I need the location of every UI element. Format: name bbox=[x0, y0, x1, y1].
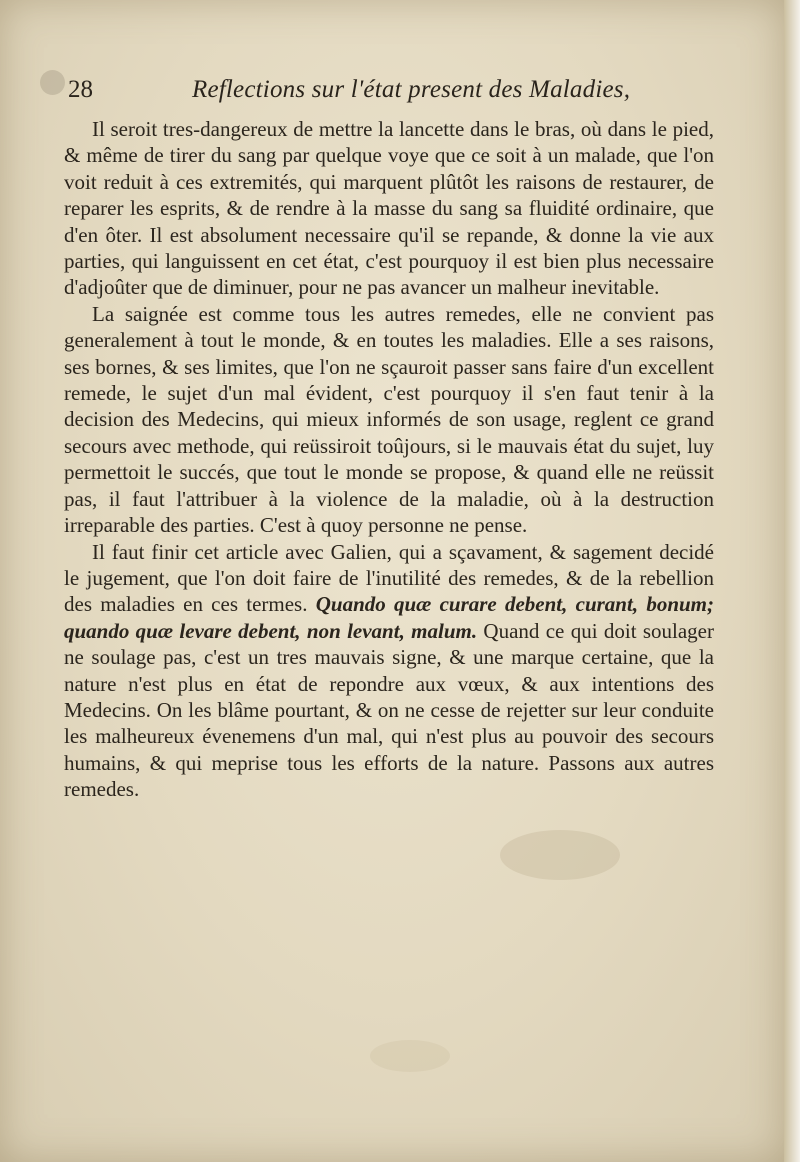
paragraph-bloodletting-danger: Il seroit tres-dangereux de mettre la lancette dans le bras, où dans le pied, & même de tirer du sang par quelque voye que ce soit à un malade, que l'on voit reduit à ces extremités, qui marquent plûtôt les raisons de restaurer, de reparer les esprits, & de rendre à la masse du sang sa fluidité ordinaire, que d'en ôter. Il est absolument necessaire qu'il se repande, & donne la vie aux parties, qui languissent en cet état, c'est pourquoy il est bien plus necessaire d'adjoûter que de diminuer, pour ne pas avancer un malheur inevitable. bbox=[64, 117, 714, 300]
running-title: Reflections sur l'état present des Maladies, bbox=[192, 76, 631, 103]
ink-spot bbox=[40, 70, 65, 95]
paragraph-saignee: La saignée est comme tous les autres remedes, elle ne convient pas generalement à tout le monde, & en toutes les maladies. Elle a ses raisons, ses bornes, & ses limites, que l'on ne sçauroit passer sans faire d'un excellent remede, le sujet d'un mal évident, c'est pourquoy il s'en faut tenir à la decision des Medecins, qui mieux informés de son usage, reglent ce grand secours avec methode, qui reüssiroit toûjours, si le mauvais état du sujet, luy permettoit le succés, que tout le monde se propose, & quand elle ne reüssit pas, il faut l'attribuer à la violence de la maladie, où à la destruction irreparable des parties. C'est à quoy personne ne pense. bbox=[64, 301, 714, 538]
body-text bbox=[64, 116, 714, 803]
page-number: 28 bbox=[68, 76, 93, 103]
latin-quotation: Quando quæ curare debent, curant, bonum; quando quæ levare debent, non levant, malum. bbox=[64, 592, 714, 643]
paragraph-text: Quand ce qui doit soulager ne soulage pas, c'est un tres mauvais signe, & une marque certaine, que la nature n'est plus en état de repondre aux vœux, & aux intentions des Medecins. On les blâme pourtant, & on ne cesse de rejetter sur leur conduite les malheureux évenemens d'un mal, qui n'est plus au pouvoir des secours humains, & qui meprise tous les efforts de la nature. Passons aux autres remedes. bbox=[64, 618, 714, 802]
paper-stain bbox=[370, 1040, 450, 1072]
paragraph-text: Il faut finir cet article avec Galien, qui a sçavament, & sagement decidé le jugement, que l'on doit faire de l'inutilité des remedes, & de la rebellion des maladies en ces termes. bbox=[64, 539, 714, 617]
paragraph-galien bbox=[64, 539, 714, 803]
paper-stain bbox=[500, 830, 620, 880]
page-edge bbox=[784, 0, 800, 1162]
page-header bbox=[68, 74, 631, 114]
